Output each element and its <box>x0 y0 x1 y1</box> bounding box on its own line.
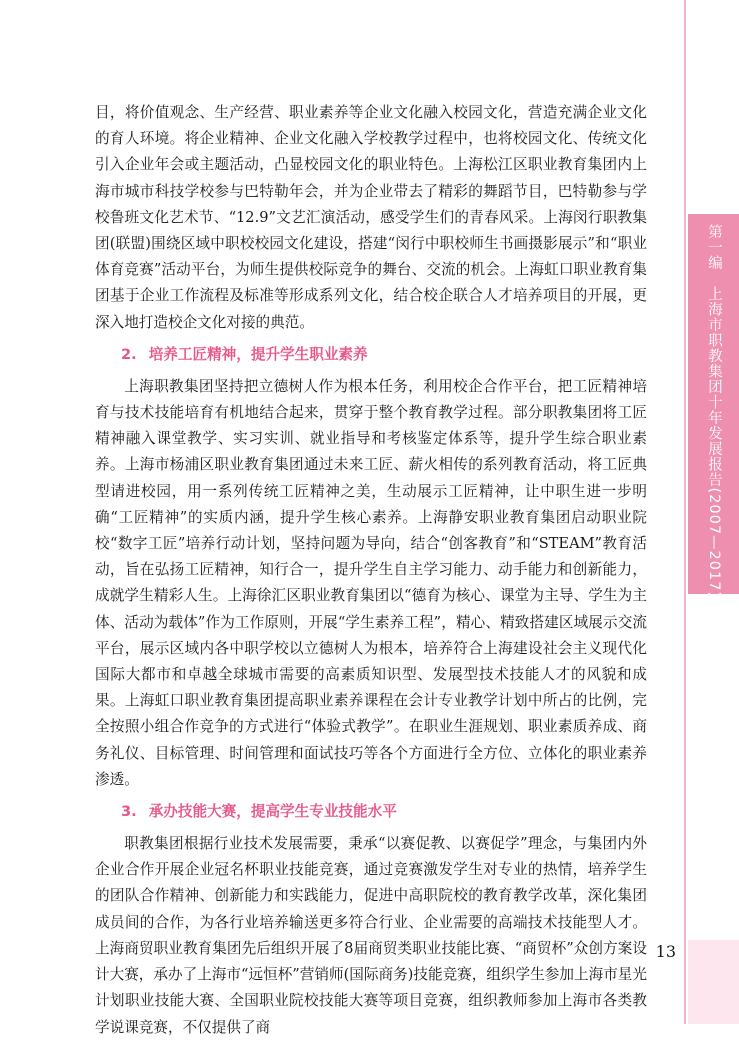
section-heading-craftsman <box>95 342 647 368</box>
paragraph-campus-culture: 目，将价值观念、生产经营、职业素养等企业文化融入校园文化，营造充满企业文化的育人环境。将企业精神、企业文化融入学校教学过程中，也将校园文化、传统文化引入企业年会或主题活动，凸显校园文化的职业特色。上海松江区职业教育集团内上海市城市科技学校参与巴特勒年会，并为企业带去了精彩的舞蹈节目，巴特勒参与学校鲁班文化艺术节、“12.9”文艺汇演活动，感受学生们的青春风采。上海闵行职教集团(联盟)围绕区域中职校校园文化建设，搭建“闵行中职校师生书画摄影展示”和“职业体育竞赛”活动平台，为师生提供校际竞争的舞台、交流的机会。上海虹口职业教育集团基于企业工作流程及标准等形成系列文化，结合校企联合人才培养项目的开展，更深入地打造校企文化对接的典范。 <box>95 104 647 331</box>
heading-number: 2. <box>121 345 137 363</box>
paragraph-skills-contest: 职教集团根据行业技术发展需要，秉承“以赛促教、以赛促学”理念，与集团内外企业合作开展企业冠名杯职业技能竞赛，通过竞赛激发学生对专业的热情，培养学生的团队合作精神、创新能力和实践能力，促进中高职院校的教育教学改革，深化集团成员间的合作，为各行业培养输送更多符合行业、企业需要的高端技术技能型人才。上海商贸职业教育集团先后组织开展了8届商贸类职业技能比赛、“商贸杯”众创方案设计大赛，承办了上海市“远恒杯”营销师(国际商务)技能竞赛，组织学生参加上海市星光计划职业技能大赛、全国职业院校技能大赛等项目竞赛，组织教师参加上海市各类教学说课竞赛，不仅提供了商 <box>95 835 647 1036</box>
heading-title: 承办技能大赛，提高学生专业技能水平 <box>148 803 397 821</box>
chapter-side-label: 第一编 上海市职教集团十年发展报告(2007—2017) <box>706 224 722 599</box>
page-corner-band <box>688 940 739 1024</box>
paragraph-craftsman-spirit: 上海职教集团坚持把立德树人作为根本任务，利用校企合作平台，把工匠精神培育与技术技能培育有机地结合起来，贯穿于整个教育教学过程。部分职教集团将工匠精神融入课堂教学、实习实训、就业指导和考核鉴定体系等，提升学生综合职业素养。上海市杨浦区职业教育集团通过未来工匠、薪火相传的系列教育活动，将工匠典型请进校园，用一系列传统工匠精神之美，生动展示工匠精神，让中职生进一步明确“工匠精神”的实质内涵，提升学生核心素养。上海静安职业教育集团启动职业院校“数字工匠”培养行动计划，坚持问题为导向，结合“创客教育”和“STEAM”教育活动，旨在弘扬工匠精神，知行合一，提升学生自主学习能力、动手能力和创新能力，成就学生精彩人生。上海徐汇区职业教育集团以“德育为核心、课堂为主导、学生为主体、活动为载体”作为工作原则，开展“学生素养工程”，精心、精致搭建区域展示交流平台，展示区域内各中职学校以立德树人为根本，培养符合上海建设社会主义现代化国际大都市和卓越全球城市需要的高素质知识型、发展型技术技能人才的风貌和成果。上海虹口职业教育集团提高职业素养课程在会计专业教学计划中所占的比例，完全按照小组合作竞争的方式进行“体验式教学”。在职业生涯规划、职业素质养成、商务礼仪、目标管理、时间管理和面试技巧等各个方面进行全方位、立体化的职业素养渗透。 <box>95 377 647 788</box>
heading-title: 培养工匠精神，提升学生职业素养 <box>148 345 368 363</box>
margin-divider-line <box>684 0 686 1024</box>
body-text <box>95 100 647 1041</box>
heading-number: 3. <box>121 803 137 821</box>
page-number: 13 <box>655 942 676 961</box>
section-heading-skills-contest <box>95 799 647 825</box>
